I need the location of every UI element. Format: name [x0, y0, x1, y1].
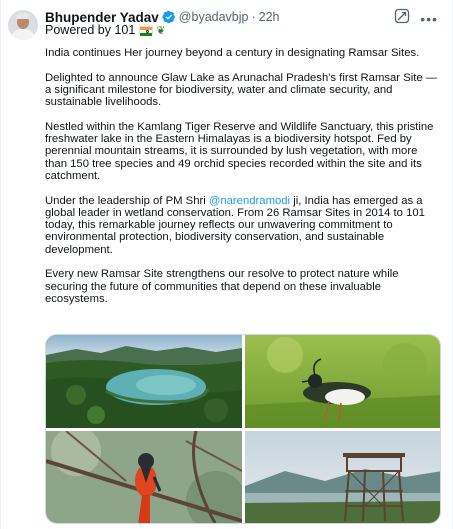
tweet-paragraph-4 [45, 195, 441, 256]
tweet-text [45, 47, 441, 318]
tweet-paragraph-1: India continues Her journey beyond a century in designating Ramsar Sites. [45, 47, 420, 59]
tweet-actions-top [394, 8, 438, 29]
photo-lapwing-bird[interactable] [245, 335, 441, 428]
india-flag-icon [139, 26, 153, 35]
separator-dot: · [251, 10, 256, 24]
subtitle-text: Powered by 101 [45, 23, 136, 37]
leaf-icon: ❦ [156, 24, 166, 37]
tweet-paragraph-2: Delighted to announce Glaw Lake as Arunachal Pradesh's first Ramsar Site — a significant milestone for biodiversity, water and climate security, and sustainable livelihoods. [45, 71, 438, 109]
verified-badge-icon [162, 10, 176, 24]
media-grid [45, 334, 441, 524]
tweet-time[interactable]: 22h [258, 10, 280, 24]
photo-watchtower[interactable] [245, 431, 441, 524]
author-name[interactable]: Bhupender Yadav [45, 9, 159, 25]
tweet-paragraph-5: Every new Ramsar Site strengthens our resolve to protect nature while securing the future of communities that depend on these invaluable ecosystems. [45, 268, 399, 305]
avatar[interactable] [8, 10, 38, 40]
author-subtitle [45, 23, 166, 37]
more-icon[interactable]: ••• [420, 10, 438, 27]
mention-link[interactable]: @narendramodi [208, 194, 291, 207]
photo-minivet-bird[interactable] [46, 431, 242, 524]
author-handle[interactable]: @byadavbjp [178, 10, 249, 24]
tweet-paragraph-3: Nestled within the Kamlang Tiger Reserve and Wildlife Sanctuary, this pristine freshwater lake in the Eastern Himalayas is a biodiversity hotspot. Fed by perennial mountain streams, it is surrounded by lush vegetation, with more than 150 tree species and 49 orchid species recorded within the site and its catchment. [45, 120, 434, 182]
photo-lake-aerial[interactable] [46, 335, 242, 428]
grok-icon[interactable] [394, 8, 410, 29]
p4-end: ji, India has emerged as a global leader in wetland conservation. From 26 Ramsar Sites in 2014 to 101 today, this remarkable journey reflects our unwavering commitment to environmental protection, biodiversity conservation, and sustainable development. [45, 194, 425, 256]
p4-start: Under the leadership of PM Shri [45, 194, 209, 207]
